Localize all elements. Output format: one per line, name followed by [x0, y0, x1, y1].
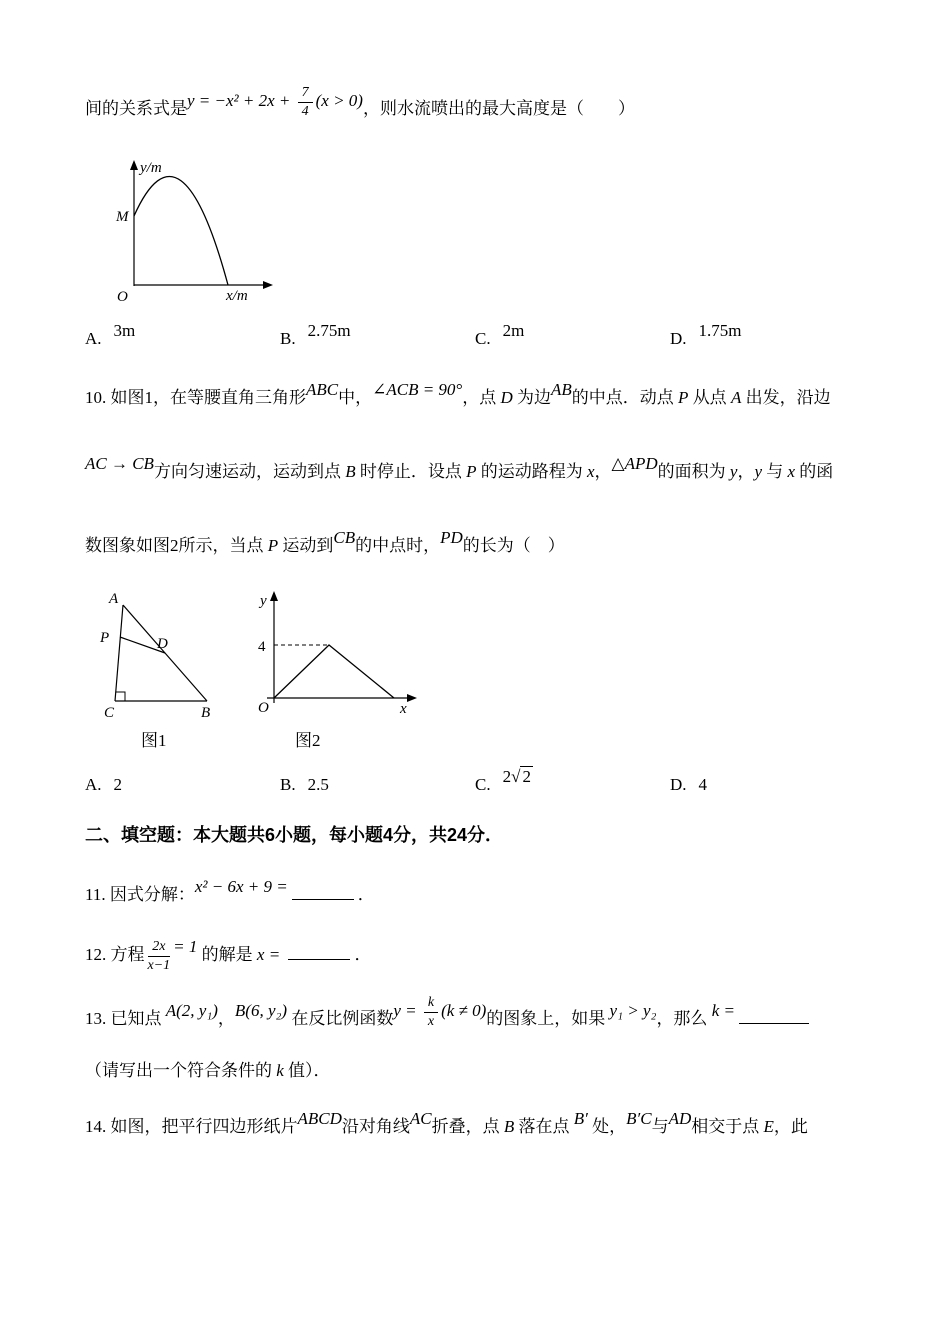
option-value [699, 775, 708, 794]
math-value: 2.75m [307, 321, 351, 340]
question-12-stem [85, 929, 910, 981]
text-run: 值）． [283, 1061, 331, 1080]
text-run: 出发，沿边 [741, 388, 831, 407]
text-run: ，则水流喷出的最大高度是（ ） [362, 99, 635, 118]
radicand: 2 [522, 767, 531, 786]
math-variable: B [503, 1117, 515, 1136]
text-run: ， [737, 462, 755, 481]
math-expression: = 1 [173, 937, 198, 956]
function-graph [249, 591, 434, 723]
math-expression: ∠ACB = 90° [372, 380, 463, 399]
option-value [308, 321, 351, 340]
parabola-graph [99, 152, 299, 307]
text-run: ． [357, 885, 375, 904]
math-expression: (k ≠ 0) [441, 1001, 487, 1020]
math-expression: y = [393, 1001, 421, 1020]
option-c [475, 321, 670, 349]
vertex-b-label: B [201, 705, 211, 721]
math-expression: CB [333, 528, 356, 547]
text-run: 14. 如图，把平行四边形纸片 [85, 1117, 298, 1136]
right-angle-mark [116, 692, 125, 701]
text-run: 相交于点 [691, 1117, 764, 1136]
vertex-c-label: C [104, 705, 115, 721]
text-run: 从点 [688, 388, 731, 407]
question-13-stem-line-2 [85, 1049, 910, 1093]
denominator: x [427, 1013, 435, 1029]
option-label: A. [85, 329, 102, 348]
math-variable: P [267, 536, 279, 555]
math-variable: P [678, 388, 689, 407]
q10-figure-1 [85, 591, 235, 751]
text-run: 的面积为 [657, 462, 730, 481]
math-variable: A [730, 388, 742, 407]
x-axis-label: x [400, 701, 407, 717]
math-expression: AC → CB [85, 454, 154, 473]
math-value: 3m [113, 321, 136, 340]
q10-options [85, 767, 910, 795]
text-run: 数图象如图2所示，当点 [85, 536, 268, 555]
math-expression: ABC [306, 380, 339, 399]
denominator: x−1 [147, 957, 171, 973]
option-value [699, 321, 742, 340]
text-run: ， [594, 462, 612, 481]
q10-figure-2 [249, 591, 434, 751]
text-run: 在反比例函数 [287, 1009, 394, 1028]
math-expression: PD [440, 528, 463, 547]
math-variable: k [276, 1061, 284, 1080]
text-run: 的长为（ ） [462, 536, 565, 555]
option-label: A. [85, 775, 102, 794]
text-run: 沿对角线 [341, 1117, 410, 1136]
text-run: 运动到 [278, 536, 334, 555]
option-a [85, 321, 280, 349]
q9-options [85, 321, 910, 349]
option-d [670, 775, 707, 795]
option-label: B. [280, 775, 296, 794]
option-label: D. [670, 329, 687, 348]
text-run: 12. 方程 [85, 945, 145, 964]
y-axis-label: y/m [140, 160, 162, 176]
math-variable: x [586, 462, 595, 481]
text-run: 10. 如图1，在等腰直角三角形 [85, 388, 306, 407]
text-run: 间的关系式是 [85, 99, 187, 118]
fraction [148, 939, 171, 974]
math-variable: x [256, 945, 265, 964]
answer-blank [292, 883, 354, 900]
text-run: 的函 [795, 462, 834, 481]
math-variable: x [787, 462, 796, 481]
question-10-stem [85, 361, 910, 583]
math-expression: B′ [573, 1109, 588, 1128]
text-run: 的中点．动点 [571, 388, 679, 407]
question-10-line-3 [85, 509, 910, 583]
text-run: ． [354, 945, 372, 964]
option-value [308, 775, 329, 794]
math-value: 2.5 [307, 775, 329, 794]
text-run: ，点 [462, 388, 501, 407]
question-11-stem [85, 873, 910, 917]
option-d [670, 321, 742, 349]
text-run: 的中点时， [355, 536, 441, 555]
math-expression: ABCD [297, 1109, 342, 1128]
question-10-line-2 [85, 435, 910, 509]
figure-1-caption: 图1 [141, 731, 167, 750]
denominator: 4 [301, 103, 309, 119]
numerator: 7 [298, 85, 313, 103]
q9-figure [99, 152, 910, 307]
math-expression: y = −x² + 2x + [187, 91, 295, 110]
math-variable: B [345, 462, 356, 481]
text-run: 的解是 [197, 945, 257, 964]
question-13-stem-line-1 [85, 991, 910, 1047]
x-axis-arrow-icon [407, 694, 417, 702]
radical-expression: 2√ 2 [502, 767, 531, 786]
triangle-figure [85, 591, 235, 723]
math-expression: k = [711, 1001, 735, 1020]
text-run: ，此 [773, 1117, 808, 1136]
point-d-label: D [157, 636, 168, 652]
option-label: B. [280, 329, 296, 348]
text-run: 为边 [512, 388, 552, 407]
parabola-curve [134, 176, 228, 285]
fraction [298, 85, 313, 120]
math-expression: = [264, 945, 285, 964]
text-run: 折叠，点 [431, 1117, 504, 1136]
text-run: 的运动路程为 [476, 462, 587, 481]
option-b [280, 321, 475, 349]
option-label: C. [475, 775, 491, 794]
math-variable: y [754, 462, 762, 481]
answer-blank [288, 943, 350, 960]
question-14-stem [85, 1101, 910, 1153]
tick-label-4: 4 [258, 639, 266, 655]
math-value: 2 [113, 775, 123, 794]
piecewise-graph-line [274, 645, 394, 698]
math-variable: E [763, 1117, 774, 1136]
text-run: 11. 因式分解： [85, 885, 195, 904]
math-expression: x² − 6x + 9 = [194, 877, 288, 896]
numerator: k [424, 995, 438, 1013]
math-expression: AB [551, 380, 572, 399]
math-expression: (x > 0) [315, 91, 363, 110]
math-variable: y [729, 462, 738, 481]
math-variable: D [500, 388, 513, 407]
y-axis-label: y [260, 593, 267, 609]
fraction [424, 995, 438, 1030]
section-2-header: 二、填空题：本大题共6小题，每小题4分，共24分． [85, 825, 504, 845]
text-run: 13. 已知点 [85, 1009, 166, 1028]
vertex-a-label: A [109, 591, 119, 607]
option-label: D. [670, 775, 687, 794]
side-ac [115, 605, 123, 701]
figure-2-caption: 图2 [295, 731, 321, 750]
text-run: ，那么 [656, 1009, 712, 1028]
option-value [503, 321, 525, 340]
question-10-line-1 [85, 361, 910, 435]
radical-sign: √ [511, 767, 521, 786]
text-run: 的图象上，如果 [486, 1009, 610, 1028]
math-value: 2m [502, 321, 525, 340]
text-run: （请写出一个符合条件的 [85, 1061, 277, 1080]
numerator: 2x [148, 939, 171, 957]
text-run: 时停止．设点 [355, 462, 467, 481]
option-value [114, 321, 136, 340]
point-m-label: M [116, 209, 129, 225]
math-value: 1.75m [698, 321, 742, 340]
math-expression: AC [409, 1109, 432, 1128]
option-b [280, 775, 475, 795]
origin-label: O [117, 289, 128, 305]
math-variable: P [466, 462, 477, 481]
answer-blank [739, 1007, 809, 1024]
x-axis-label: x/m [226, 288, 248, 304]
text-run: 与 [651, 1117, 669, 1136]
text-run: 落在点 [514, 1117, 574, 1136]
q10-figures [85, 591, 910, 751]
text-run: 中， [338, 388, 373, 407]
question-9-stem [85, 84, 910, 130]
origin-label: O [258, 700, 269, 716]
text-run: ， [217, 1009, 235, 1028]
math-expression: △APD [611, 454, 658, 473]
option-value [503, 767, 533, 786]
option-c [475, 767, 670, 795]
point-p-label: P [100, 630, 110, 646]
text-run: 方向匀速运动，运动到点 [153, 462, 346, 481]
math-expression: AD [668, 1109, 692, 1128]
math-expression: B(6, y₂) [234, 1001, 288, 1020]
option-a [85, 775, 280, 795]
option-label: C. [475, 329, 491, 348]
math-expression: y₁ > y₂ [609, 1001, 657, 1020]
x-axis-arrow-icon [263, 281, 273, 289]
text-run: 处， [587, 1117, 627, 1136]
math-expression: B′C [626, 1109, 652, 1128]
text-run: 与 [762, 462, 788, 481]
option-value [114, 775, 123, 794]
math-expression: A(2, y₁) [165, 1001, 218, 1020]
math-value: 4 [698, 775, 708, 794]
